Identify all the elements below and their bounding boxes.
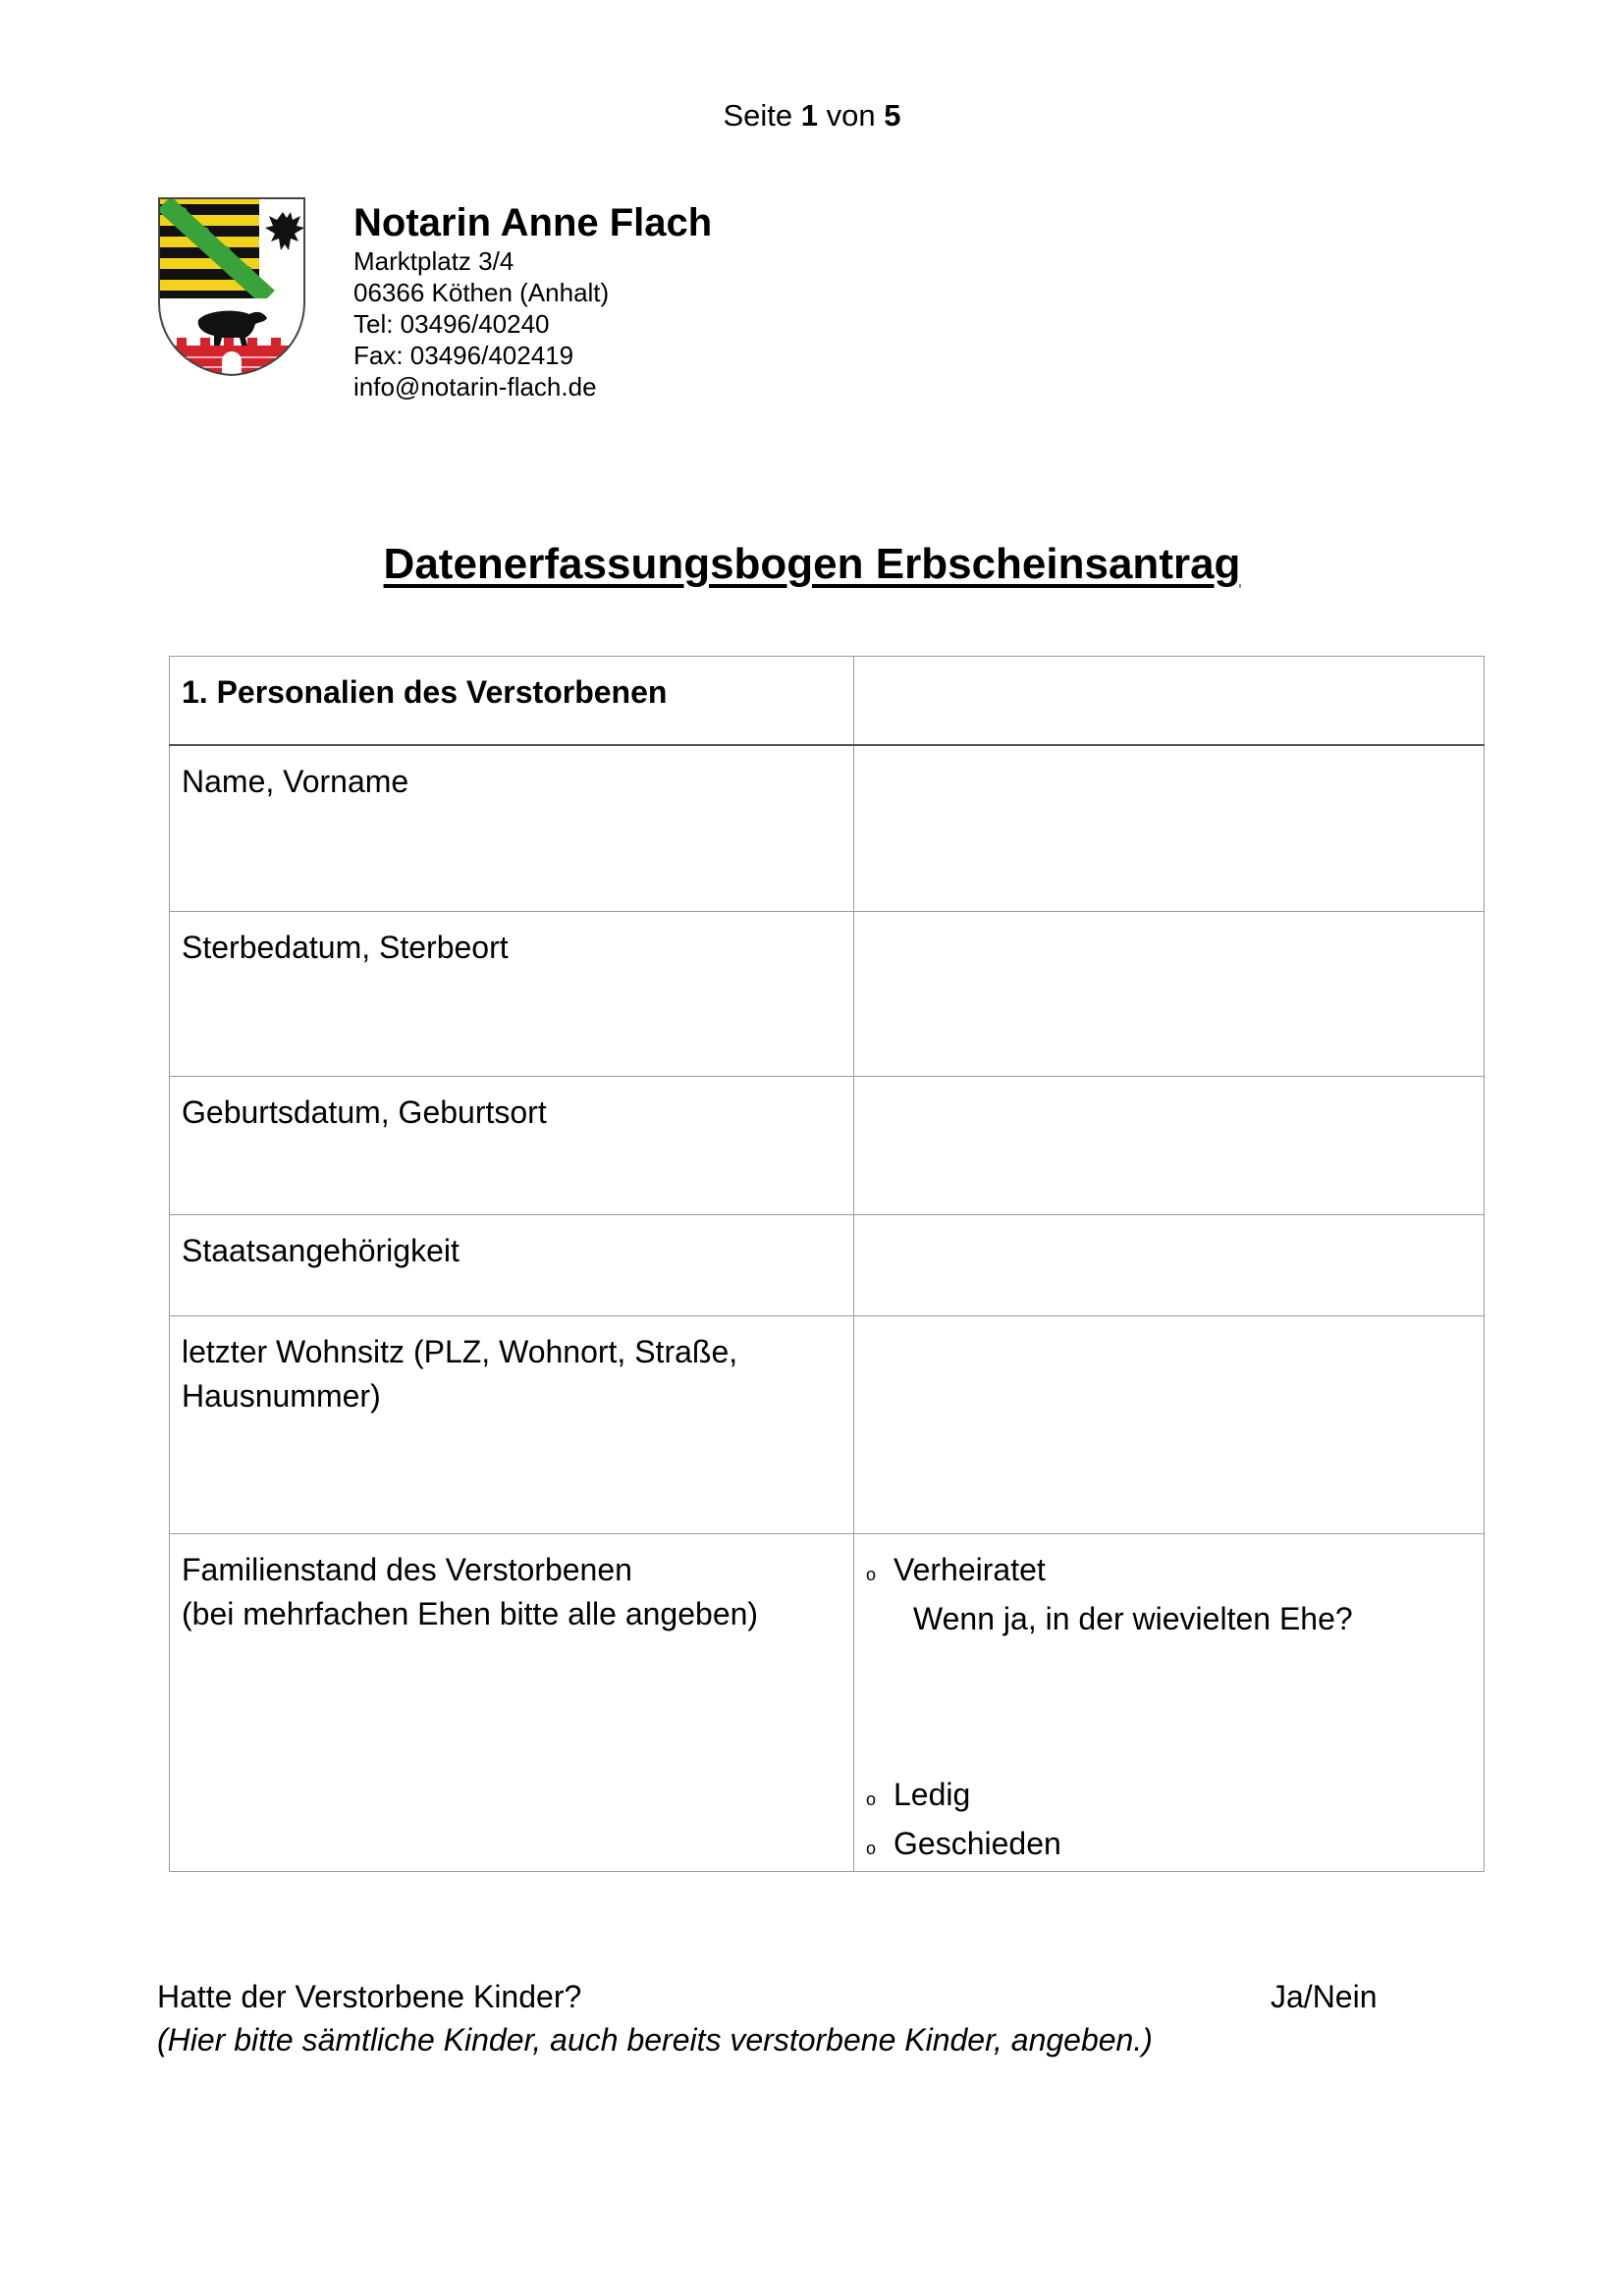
page-prefix: Seite [723,98,793,133]
notary-street: Marktplatz 3/4 [353,246,514,276]
residence-label-line2: Hausnummer) [182,1378,381,1414]
children-answer[interactable]: Ja/Nein [1271,1979,1378,2014]
notary-name: Notarin Anne Flach [353,201,713,244]
children-note: (Hier bitte sämtliche Kinder, auch bereits verstorbene Kinder, angeben.) [157,2022,1153,2057]
table-row [170,745,1485,912]
row-label-death: Sterbedatum, Sterbeort [170,912,854,1077]
notary-city: 06366 Köthen (Anhalt) [353,278,610,307]
option-married-label: Verheiratet [893,1552,1046,1587]
notary-tel: Tel: 03496/40240 [353,309,550,339]
deceased-data-table [169,656,1485,1872]
page-current: 1 [800,98,819,133]
name-input-cell[interactable] [854,745,1485,912]
table-row [170,912,1485,1077]
nationality-input-cell[interactable] [854,1215,1485,1316]
radio-bullet-icon: o [866,1839,877,1858]
notary-fax: Fax: 03496/402419 [353,341,574,370]
radio-bullet-icon: o [866,1789,877,1809]
table-row [170,1316,1485,1534]
letterhead [353,200,712,402]
table-header-row [170,657,1485,745]
notary-email: info@notarin-flach.de [353,372,597,401]
married-answer-space[interactable] [866,1641,1472,1773]
table-row [170,1534,1485,1872]
table-row [170,1215,1485,1316]
option-single[interactable] [866,1773,1472,1822]
page-number [0,98,1624,133]
family-label-line1: Familienstand des Verstorbenen [182,1552,632,1587]
option-single-label: Ledig [893,1777,971,1812]
residence-input-cell[interactable] [854,1316,1485,1534]
option-divorced-label: Geschieden [893,1826,1061,1861]
residence-label-line1: letzter Wohnsitz (PLZ, Wohnort, Straße, [182,1334,738,1369]
death-input-cell[interactable] [854,912,1485,1077]
document-title: Datenerfassungsbogen Erbscheinsantrag [383,540,1241,588]
coat-of-arms-icon [157,196,306,377]
page-mid: von [826,98,876,133]
family-label-line2: (bei mehrfachen Ehen bitte alle angeben) [182,1596,759,1631]
children-question: Hatte der Verstorbene Kinder? [157,1979,582,2014]
radio-bullet-icon: o [866,1565,877,1584]
married-question: Wenn ja, in der wievielten Ehe? [913,1601,1353,1636]
row-label-nationality: Staatsangehörigkeit [170,1215,854,1316]
row-label-name: Name, Vorname [170,745,854,912]
birth-input-cell[interactable] [854,1077,1485,1215]
row-label-family [170,1534,854,1872]
option-divorced[interactable] [866,1822,1472,1871]
section-heading-value-cell [854,657,1485,745]
row-label-birth: Geburtsdatum, Geburtsort [170,1077,854,1215]
table-row [170,1077,1485,1215]
section-heading-cell [170,657,854,745]
page-total: 5 [884,98,901,133]
option-married[interactable] [866,1548,1472,1597]
section-heading: 1. Personalien des Verstorbenen [182,674,668,710]
row-label-residence [170,1316,854,1534]
family-options-cell [854,1534,1485,1872]
